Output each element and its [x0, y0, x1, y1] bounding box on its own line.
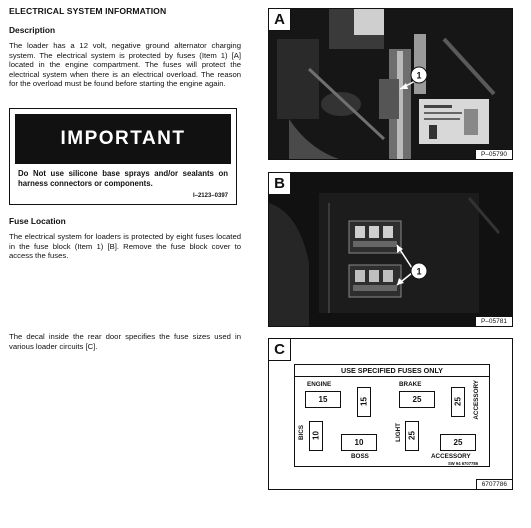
fuse-accessory-bottom: 25 [440, 434, 476, 451]
section-title: ELECTRICAL SYSTEM INFORMATION [9, 6, 167, 16]
figure-a-callout: 1 [416, 70, 422, 81]
decal-title: USE SPECIFIED FUSES ONLY [295, 365, 489, 377]
figure-a-code: P–05790 [475, 149, 512, 159]
fuse-bics: 10 [309, 421, 323, 451]
decal-small-code: SW 94 6707786 [448, 461, 479, 466]
figure-c-code: 6707786 [476, 479, 512, 489]
description-text: The loader has a 12 volt, negative ground alternator charging system. The electrical system is protected by fuses (Item 1) [A] located in the engine compartment. The fuses will protect the electrical system when there is an electrical overload. The reason for the overload must be found before starting the engine again. [9, 41, 241, 88]
fuse-light: 25 [405, 421, 419, 451]
figure-c-decal [268, 338, 513, 490]
accessory-label-vertical: ACCESSORY [473, 380, 480, 420]
engine-label: ENGINE [307, 381, 332, 388]
important-label: IMPORTANT [15, 114, 231, 164]
brake-label: BRAKE [399, 381, 422, 388]
figure-c-letter: C [269, 339, 291, 361]
fuse-vertical-top: 15 [357, 387, 371, 417]
decal-section [9, 332, 241, 351]
accessory-label-bottom: ACCESSORY [431, 453, 471, 460]
figure-a-photo [268, 8, 513, 160]
fuse-location-heading: Fuse Location [9, 216, 66, 226]
figure-b-code: P–05781 [475, 316, 512, 326]
fuse-block-photo [269, 173, 513, 327]
important-code: I–2123–0397 [192, 193, 228, 199]
fuse-location-text: The electrical system for loaders is protected by eight fuses located in the fuse block (Item 1) [B]. Remove the fuse block cover to access the fuses. [9, 232, 241, 260]
fuse-brake: 25 [399, 391, 435, 408]
decal-section-text: The decal inside the rear door specifies the fuse sizes used in various loader circuits [C]. [9, 332, 241, 351]
important-notice [9, 108, 237, 205]
important-text: Do Not use silicone base sprays and/or sealants on harness connectors or components. [18, 169, 228, 188]
figure-b-callout: 1 [416, 266, 422, 277]
boss-label: BOSS [351, 453, 369, 460]
engine-compartment-photo [269, 9, 513, 160]
figure-b-letter: B [269, 173, 291, 195]
light-label: LIGHT [395, 423, 402, 442]
description-section [9, 6, 241, 89]
figure-b-photo [268, 172, 513, 327]
figure-a-letter: A [269, 9, 291, 31]
description-heading: Description [9, 25, 56, 35]
bics-label: BICS [298, 425, 305, 441]
fuse-boss: 10 [341, 434, 377, 451]
fuse-location-section [9, 216, 241, 261]
fuse-decal [294, 364, 490, 467]
fuse-accessory-vertical: 25 [451, 387, 465, 417]
fuse-engine: 15 [305, 391, 341, 408]
